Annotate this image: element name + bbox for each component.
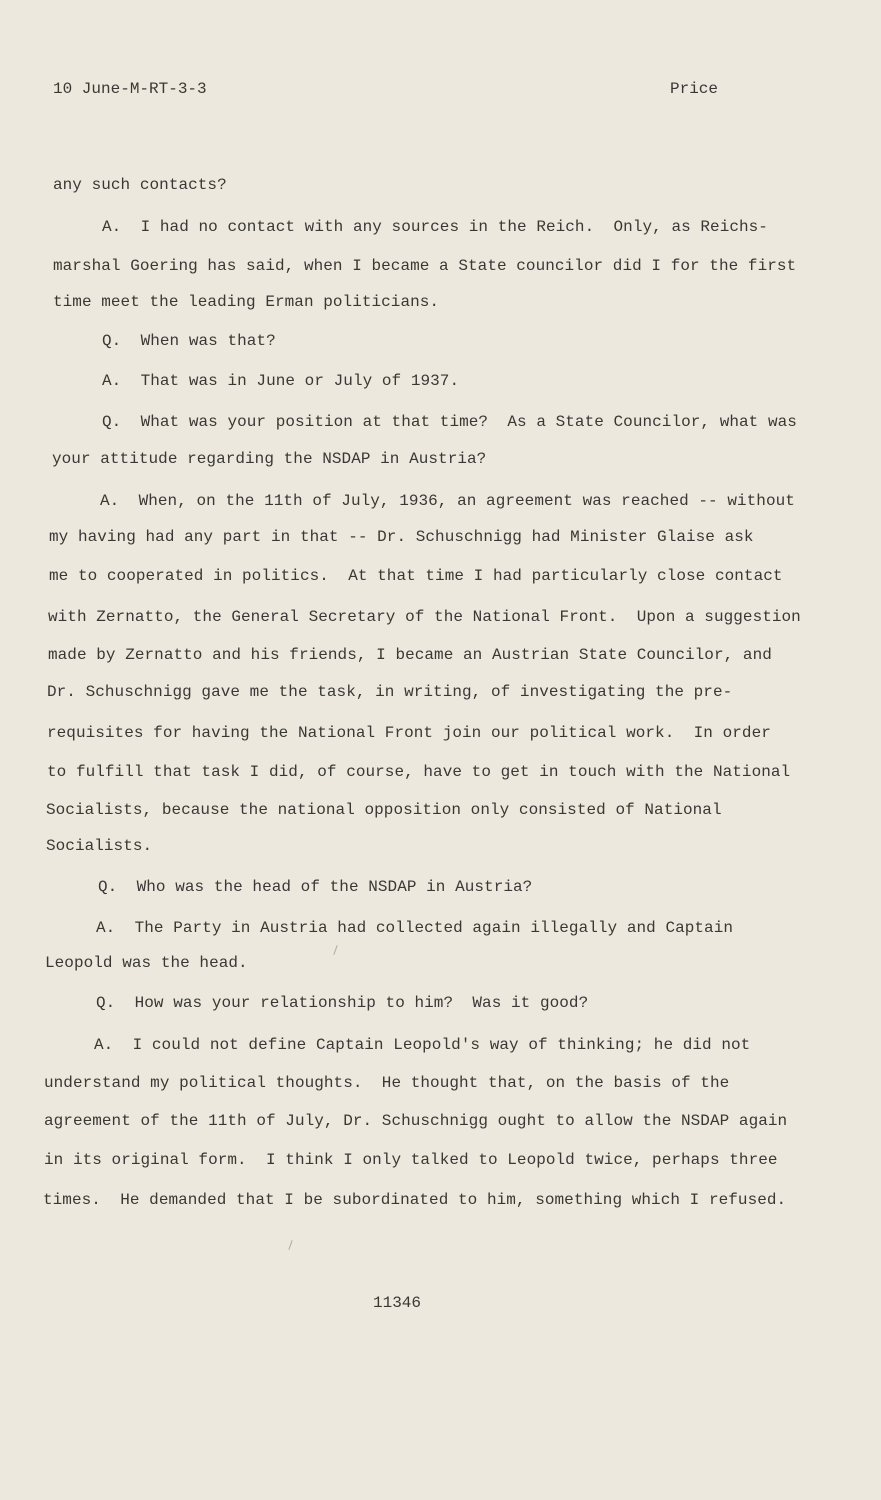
document-reference: 10 June-M-RT-3-3 <box>53 80 207 98</box>
text-line: my having had any part in that -- Dr. Schuschnigg had Minister Glaise ask <box>49 528 754 546</box>
text-line: with Zernatto, the General Secretary of the National Front. Upon a suggestion <box>48 608 801 626</box>
text-line: me to cooperated in politics. At that time I had particularly close contact <box>49 567 783 585</box>
text-line: any such contacts? <box>53 176 227 194</box>
text-line: Leopold was the head. <box>45 954 248 972</box>
question-line: Q. When was that? <box>102 332 276 350</box>
answer-line: A. I had no contact with any sources in the Reich. Only, as Reichs- <box>102 218 768 236</box>
text-line: times. He demanded that I be subordinated to him, something which I refused. <box>43 1191 787 1209</box>
text-line: marshal Goering has said, when I became a State councilor did I for the first <box>53 257 797 275</box>
question-line: Q. Who was the head of the NSDAP in Austria? <box>98 878 533 896</box>
question-line: Q. What was your position at that time? As a State Councilor, what was <box>102 413 797 431</box>
paper-mark <box>333 945 337 955</box>
text-line: agreement of the 11th of July, Dr. Schuschnigg ought to allow the NSDAP again <box>44 1112 788 1130</box>
text-line: made by Zernatto and his friends, I became an Austrian State Councilor, and <box>48 646 772 664</box>
text-line: Dr. Schuschnigg gave me the task, in writing, of investigating the pre- <box>47 683 733 701</box>
text-line: to fulfill that task I did, of course, have to get in touch with the National <box>47 763 791 781</box>
question-line: Q. How was your relationship to him? Was it good? <box>96 994 589 1012</box>
answer-line: A. The Party in Austria had collected again illegally and Captain <box>96 919 734 937</box>
answer-line: A. I could not define Captain Leopold's way of thinking; he did not <box>94 1036 751 1054</box>
text-line: Socialists. <box>46 837 153 855</box>
answer-line: A. When, on the 11th of July, 1936, an agreement was reached -- without <box>100 492 795 510</box>
page-number: 11346 <box>373 1294 422 1312</box>
text-line: in its original form. I think I only talked to Leopold twice, perhaps three <box>44 1151 778 1169</box>
answer-line: A. That was in June or July of 1937. <box>102 372 460 390</box>
text-line: time meet the leading Erman politicians. <box>53 293 440 311</box>
speaker-name: Price <box>670 80 719 98</box>
text-line: requisites for having the National Front join our political work. In order <box>47 724 771 742</box>
text-line: understand my political thoughts. He thought that, on the basis of the <box>44 1074 730 1092</box>
paper-mark <box>288 1240 292 1250</box>
text-line: Socialists, because the national opposition only consisted of National <box>46 801 722 819</box>
text-line: your attitude regarding the NSDAP in Austria? <box>52 450 487 468</box>
